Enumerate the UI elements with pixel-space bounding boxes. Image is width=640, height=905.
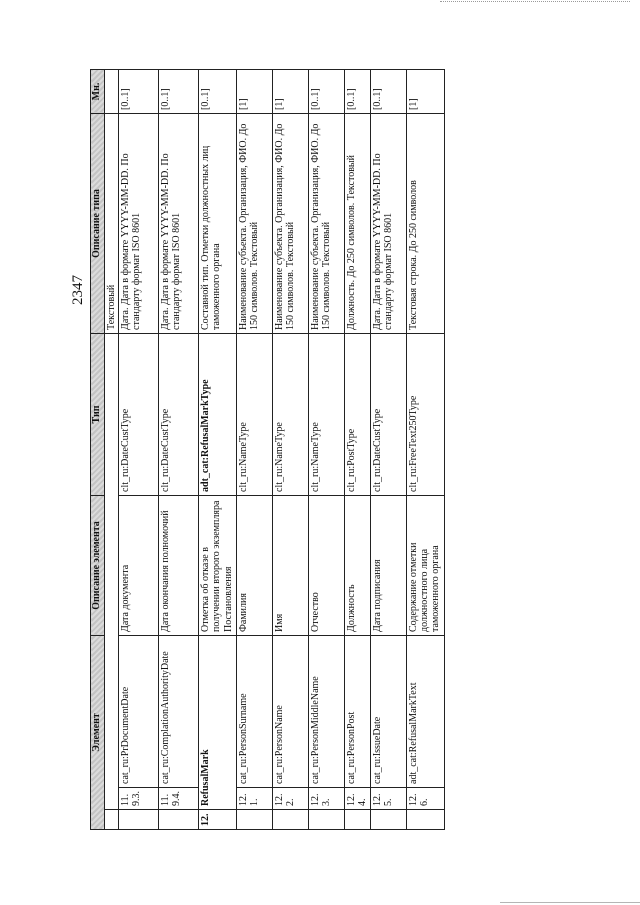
cell-element-description: Имя: [273, 495, 309, 635]
cell-type: clt_ru:PostType: [345, 333, 370, 495]
table-row: [309, 69, 345, 829]
cell-element: cat_ru:PersonName: [273, 635, 309, 787]
header-element-description: Описание элемента: [91, 495, 105, 635]
cell-type-description: Должность. До 250 символов. Текстовый: [345, 113, 370, 333]
scan-edge-line: [500, 902, 640, 903]
cell-number: 12.3.: [309, 788, 345, 810]
table-row-continuation: [105, 69, 119, 829]
cell-element: cat_ru:PersonPost: [345, 635, 370, 787]
cell-element: cat_ru:IssueDate: [370, 635, 406, 787]
cell-type-description: Дата. Дата в формате YYYY-MM-DD. По стандарту формат ISO 8601: [370, 113, 406, 333]
cell-pre: [273, 810, 309, 830]
cell-element: adt_cat:RefusalMarkText: [406, 635, 444, 787]
cell-element-description: Фамилия: [237, 495, 273, 635]
rotated-page-content: [90, 70, 612, 830]
table-row: [370, 69, 406, 829]
cell-number: 12.4.: [345, 788, 370, 810]
cell-element-description: Дата подписания: [370, 495, 406, 635]
cell-multiplicity: [0..1]: [370, 69, 406, 113]
header-type-description: Описание типа: [91, 113, 105, 333]
cell-number: 11.9.4.: [159, 788, 199, 810]
cell-pre: [345, 810, 370, 830]
header-element: Элемент: [91, 635, 105, 829]
cell-type-description: Дата. Дата в формате YYYY-MM-DD. По стандарту формат ISO 8601: [159, 113, 199, 333]
cell-number: 12.5.: [370, 788, 406, 810]
cell-type-description: Составной тип. Отметки должностных лиц таможенного органа: [199, 113, 237, 333]
cell-pre: [159, 810, 199, 830]
table-row: [406, 69, 444, 829]
cell-element: RefusalMark: [199, 635, 237, 809]
table-row: [159, 69, 199, 829]
cell-element-description: Должность: [345, 495, 370, 635]
cell-multiplicity: [105, 69, 119, 113]
cell-type: adt_cat:RefusalMarkType: [199, 333, 237, 495]
header-type: Тип: [91, 333, 105, 495]
cell-pre: [105, 810, 119, 830]
cell-multiplicity: [1]: [273, 69, 309, 113]
cell-pre: [309, 810, 345, 830]
cell-multiplicity: [0..1]: [199, 69, 237, 113]
cell-type: clt_ru:NameType: [273, 333, 309, 495]
table-row: [119, 69, 159, 829]
page-number: 2347: [70, 275, 86, 305]
cell-pre: [119, 810, 159, 830]
table-header-row: [91, 69, 105, 829]
cell-pre: [370, 810, 406, 830]
cell-multiplicity: [1]: [406, 69, 444, 113]
cell-type-description: Текстовая строка. До 250 символов: [406, 113, 444, 333]
cell-empty: [105, 333, 119, 809]
cell-element-description: Дата окончания полномочий: [159, 495, 199, 635]
cell-pre: [237, 810, 273, 830]
header-multiplicity: Мн.: [91, 69, 105, 113]
cell-type-description: Наименование субъекта. Организация, ФИО. До 150 символов. Текстовый: [309, 113, 345, 333]
cell-element-description: Отчество: [309, 495, 345, 635]
cell-number: 12.: [199, 810, 237, 830]
cell-type-description: Наименование субъекта. Организация, ФИО. До 150 символов. Текстовый: [273, 113, 309, 333]
table-row: [345, 69, 370, 829]
cell-multiplicity: [0..1]: [345, 69, 370, 113]
cell-element: cat_ru:PersonSurname: [237, 635, 273, 787]
cell-multiplicity: [0..1]: [159, 69, 199, 113]
cell-element: cat_ru:PrDocumentDate: [119, 635, 159, 787]
cell-type-description: Наименование субъекта. Организация, ФИО. До 150 символов. Текстовый: [237, 113, 273, 333]
cell-type-description: Текстовый: [105, 113, 119, 333]
cell-type: clt_ru:DateCustType: [370, 333, 406, 495]
cell-number: 12.6.: [406, 788, 444, 810]
cell-type: clt_ru:DateCustType: [119, 333, 159, 495]
cell-number: 12.2.: [273, 788, 309, 810]
table-row: [237, 69, 273, 829]
cell-element-description: Содержание отметки должностного лица таможенного органа: [406, 495, 444, 635]
cell-multiplicity: [1]: [237, 69, 273, 113]
element-specification-table: [90, 69, 445, 830]
cell-type: clt_ru:NameType: [237, 333, 273, 495]
cell-element: cat_ru:PersonMiddleName: [309, 635, 345, 787]
cell-type-description: Дата. Дата в формате YYYY-MM-DD. По стандарту формат ISO 8601: [119, 113, 159, 333]
cell-element: cat_ru:ComplationAuthorityDate: [159, 635, 199, 787]
scan-edge-line: [440, 1, 630, 2]
cell-pre: [406, 810, 444, 830]
cell-number: 12.1.: [237, 788, 273, 810]
table-row-section: [199, 69, 237, 829]
cell-element-description: Отметка об отказе в получении второго экземпляра Постановления: [199, 495, 237, 635]
cell-type: clt_ru:DateCustType: [159, 333, 199, 495]
cell-type: clt_ru:FreeText250Type: [406, 333, 444, 495]
cell-multiplicity: [0..1]: [309, 69, 345, 113]
table-row: [273, 69, 309, 829]
cell-type: clt_ru:NameType: [309, 333, 345, 495]
cell-multiplicity: [0..1]: [119, 69, 159, 113]
cell-element-description: Дата документа: [119, 495, 159, 635]
cell-number: 11.9.3.: [119, 788, 159, 810]
